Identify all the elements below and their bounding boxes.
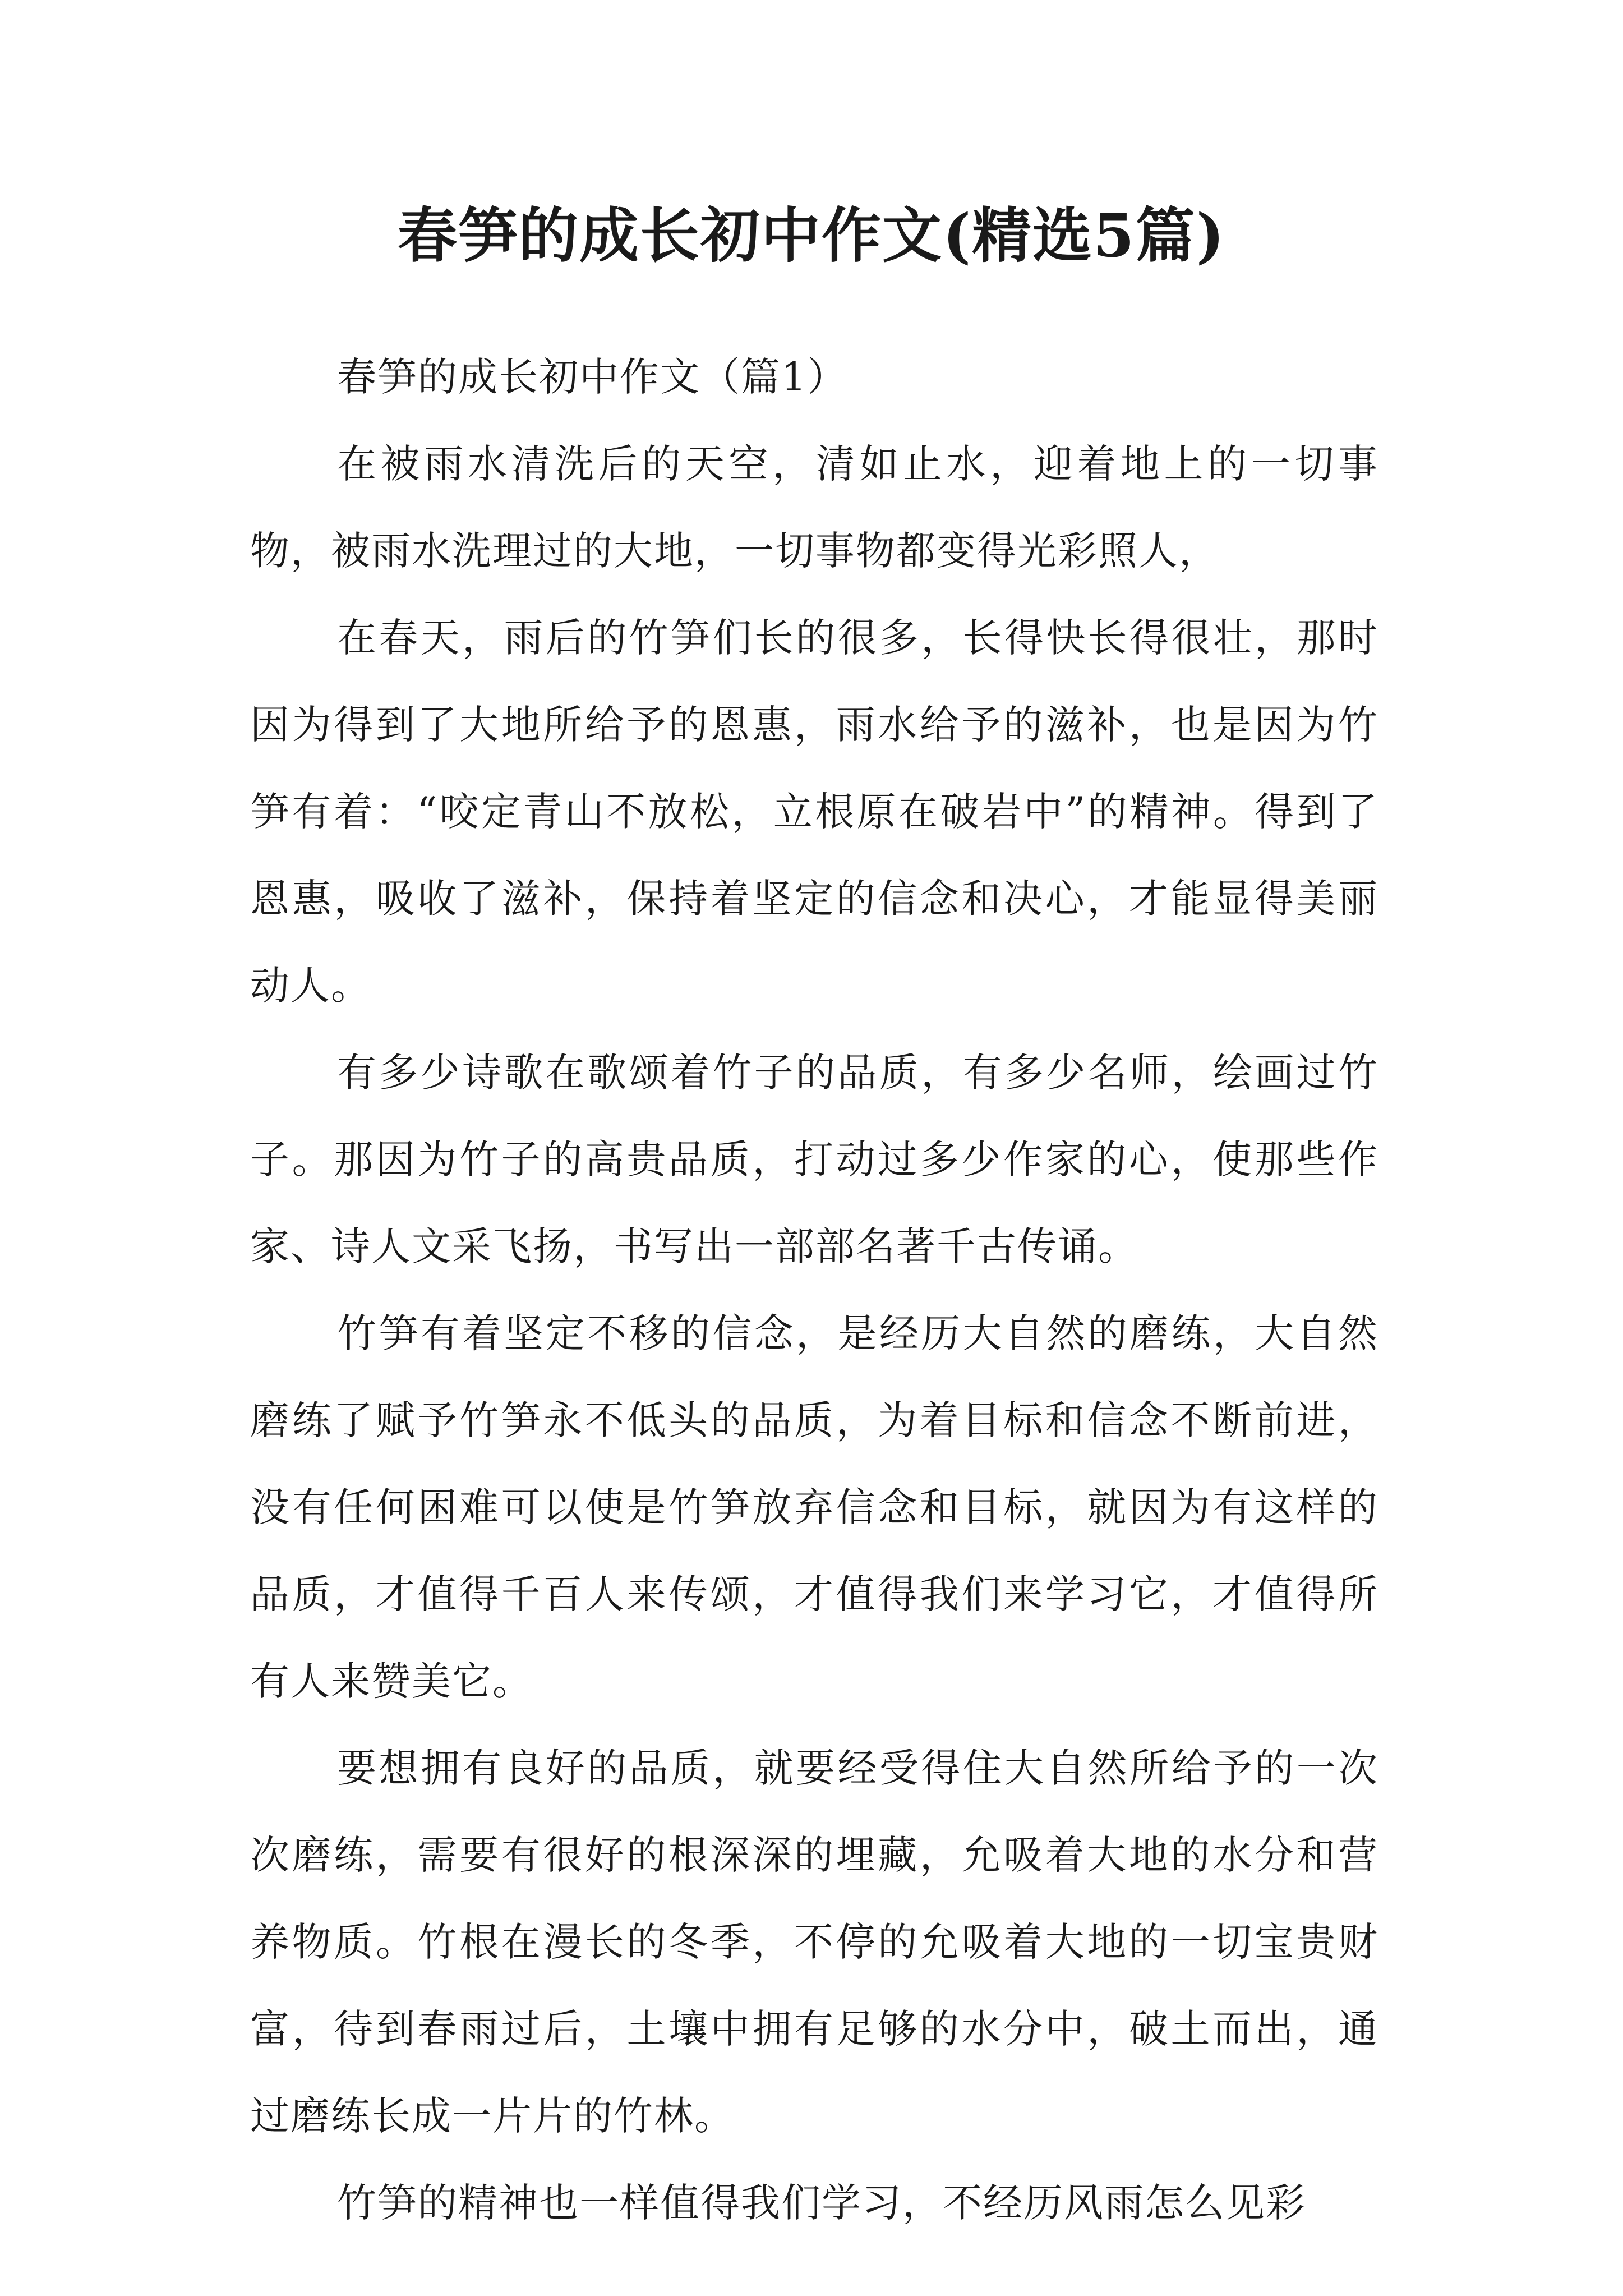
- paragraph: 在春天，雨后的竹笋们长的很多，长得快长得很壮，那时因为得到了大地所给予的恩惠，雨水给予的滋补，也是因为竹笋有着：“咬定青山不放松，立根原在破岩中”的精神。得到了恩惠，吸收了滋补，保持着坚定的信念和决心，才能显得美丽动人。: [250, 615, 1378, 1009]
- document-title: 春笋的成长初中作文(精选5篇): [397, 200, 1226, 270]
- paragraph: 在被雨水清洗后的天空，清如止水，迎着地上的一切事物，被雨水洗理过的大地，一切事物都变得光彩照人，: [250, 441, 1378, 574]
- document-body: [250, 334, 1378, 2247]
- paragraph: 竹笋有着坚定不移的信念，是经历大自然的磨练，大自然磨练了赋予竹笋永不低头的品质，为着目标和信念不断前进，没有任何困难可以使是竹笋放弃信念和目标，就因为有这样的品质，才值得千百人来传颂，才值得我们来学习它，才值得所有人来赞美它。: [250, 1310, 1378, 1704]
- paragraph: 有多少诗歌在歌颂着竹子的品质，有多少名师，绘画过竹子。那因为竹子的高贵品质，打动过多少作家的心，使那些作家、诗人文采飞扬，书写出一部部名著千古传诵。: [250, 1050, 1378, 1269]
- section-heading: 春笋的成长初中作文（篇1）: [337, 354, 848, 400]
- paragraph: 要想拥有良好的品质，就要经受得住大自然所给予的一次次磨练，需要有很好的根深深的埋藏，允吸着大地的水分和营养物质。竹根在漫长的冬季，不停的允吸着大地的一切宝贵财富，待到春雨过后，土壤中拥有足够的水分中，破土而出，通过磨练长成一片片的竹林。: [250, 1745, 1378, 2139]
- paragraph: 竹笋的精神也一样值得我们学习，不经历风雨怎么见彩: [337, 2180, 1306, 2226]
